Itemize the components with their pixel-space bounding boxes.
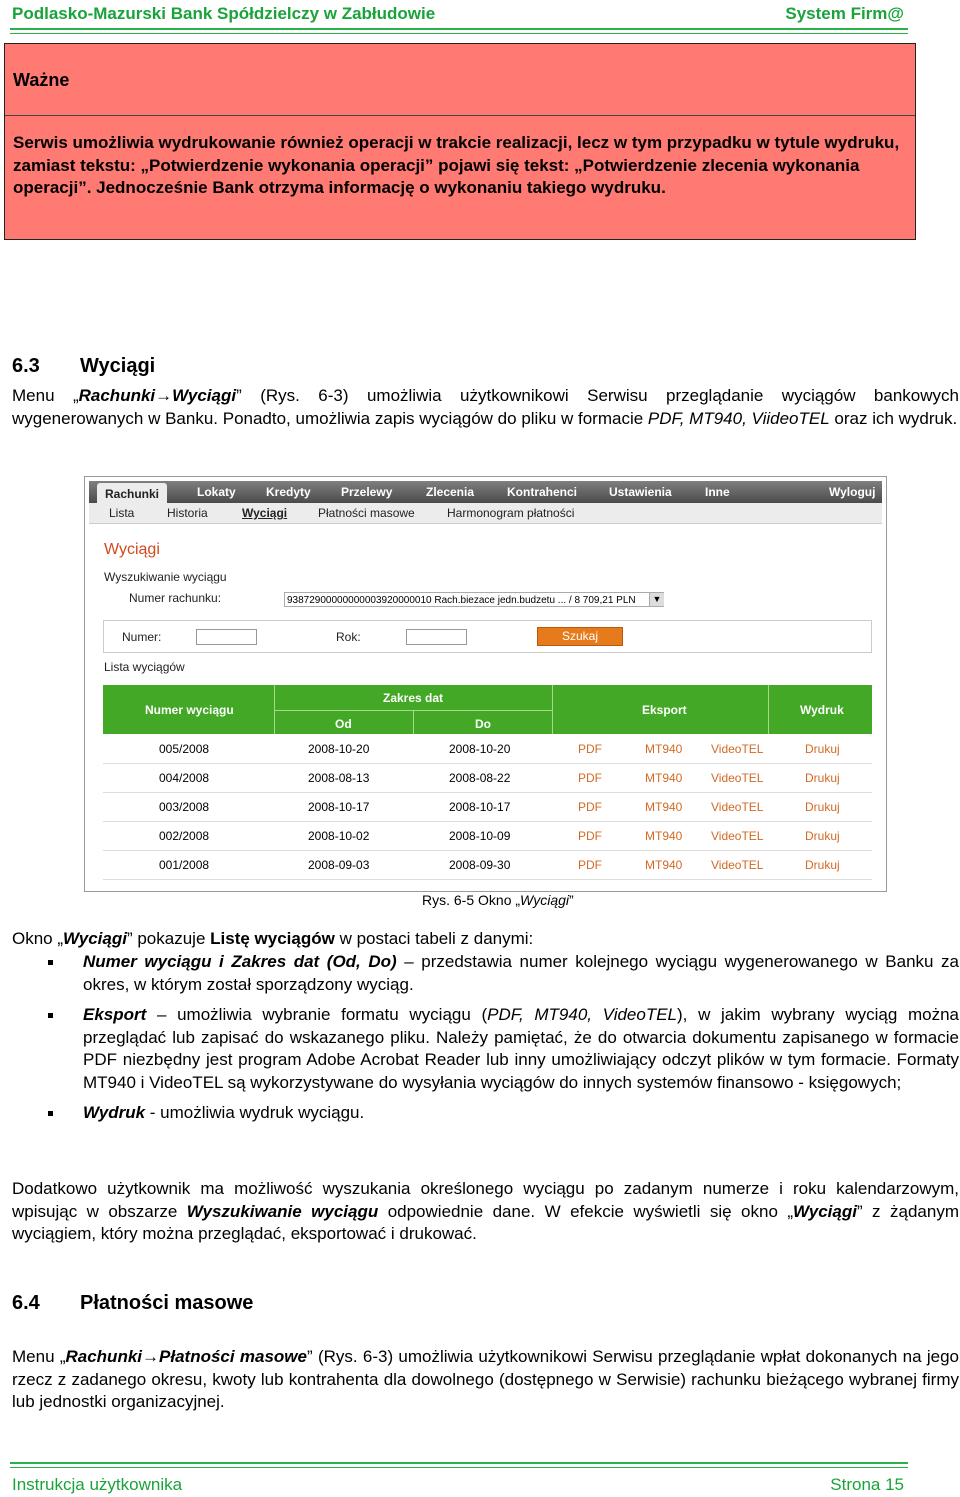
- list-section-title: Lista wyciągów: [104, 660, 185, 674]
- menu-rachunki: Rachunki: [65, 1347, 143, 1366]
- search-section-title: Wyszukiwanie wyciągu: [104, 570, 227, 584]
- footer-rule-thin: [10, 1467, 908, 1468]
- text-run: Rys. 6-5 Okno „: [422, 892, 521, 908]
- important-divider: [5, 115, 915, 116]
- item-text: - umożliwia wydruk wyciągu.: [145, 1103, 365, 1122]
- col-od: Od: [335, 717, 352, 731]
- row-num: 002/2008: [159, 829, 210, 843]
- col-zakres: Zakres dat: [383, 691, 444, 705]
- col-wydruk: Wydruk: [800, 703, 844, 717]
- search-bar: [103, 620, 872, 653]
- section-6-3-paragraph: [12, 385, 959, 430]
- text-run: oraz ich wydruk.: [829, 408, 958, 428]
- col-eksport: Eksport: [642, 703, 687, 717]
- okno-title: Wyciągi: [63, 929, 127, 948]
- screen-title: Wyciągi: [104, 541, 160, 558]
- footer-rule: [10, 1462, 908, 1464]
- row-dr-link[interactable]: Drukuj: [805, 742, 840, 756]
- menu-wyciagi: Wyciągi: [172, 386, 237, 405]
- item-term: Wydruk: [83, 1103, 146, 1122]
- table-row: [103, 734, 872, 764]
- text-run: ” z żądanym wyciągiem, który można przeglądać, eksportować i drukować.: [12, 1201, 959, 1243]
- row-to: 2008-10-17: [449, 800, 511, 814]
- row-vt-link[interactable]: VideoTEL: [711, 742, 764, 756]
- number-label: Numer:: [122, 630, 162, 644]
- list-item: [12, 1102, 959, 1125]
- row-pdf-link[interactable]: PDF: [578, 858, 602, 872]
- section-title: Płatności masowe: [80, 1292, 254, 1314]
- item-term: Numer wyciągu i Zakres dat (Od, Do): [83, 952, 397, 971]
- row-mt-link[interactable]: MT940: [645, 829, 683, 843]
- row-from: 2008-08-13: [308, 771, 370, 785]
- table-row: [103, 821, 872, 851]
- row-to: 2008-10-20: [449, 742, 511, 756]
- row-vt-link[interactable]: VideoTEL: [711, 858, 764, 872]
- row-from: 2008-10-20: [308, 742, 370, 756]
- subtab-historia[interactable]: Historia: [167, 506, 208, 520]
- caption-title: Wyciągi: [520, 892, 570, 908]
- text-run: ”: [569, 892, 574, 908]
- subtab-harmonogram[interactable]: Harmonogram płatności: [447, 506, 575, 520]
- main-nav: [89, 481, 882, 503]
- header-divider: [274, 710, 552, 711]
- text-run: Okno „: [12, 929, 64, 948]
- okno-paragraph: [12, 928, 959, 951]
- tab-lokaty[interactable]: Lokaty: [197, 485, 236, 499]
- header-rule: [10, 28, 908, 30]
- row-dr-link[interactable]: Drukuj: [805, 858, 840, 872]
- account-select[interactable]: 93872900000000003920000010 Rach.biezace jedn.budzetu ... / 8 709,21 PLN: [284, 592, 664, 607]
- section-6-3-heading: [12, 355, 155, 378]
- tab-kredyty[interactable]: Kredyty: [266, 485, 311, 499]
- col-divider: [768, 685, 769, 734]
- tab-przelewy[interactable]: Przelewy: [341, 485, 393, 499]
- window-name: Wyciągi: [793, 1201, 857, 1221]
- row-pdf-link[interactable]: PDF: [578, 771, 602, 785]
- item-term: Eksport: [83, 1005, 147, 1024]
- row-num: 004/2008: [159, 771, 210, 785]
- text-run: Menu „: [12, 1347, 66, 1366]
- tab-zlecenia[interactable]: Zlecenia: [426, 485, 475, 499]
- col-numer: Numer wyciągu: [145, 703, 234, 717]
- footer-left: Instrukcja użytkownika: [12, 1475, 183, 1494]
- formats: PDF, MT940, ViideoTEL: [647, 408, 830, 428]
- section-6-4-paragraph: [12, 1346, 959, 1414]
- text-run: ” (Rys. 6-3) umożliwia użytkownikowi Serwisu przeglądanie wpłat dokonanych na jego rzecz z zadanego okresu, kwoty lub kontrahenta dla dowolnego (dostępnego w Serwisie) rachunku bieżącego wybranej firmy lub jednostki organizacyjnej.: [12, 1347, 959, 1411]
- text-run: Dodatkowo użytkownik ma możliwość wyszukania określonego wyciągu po zadanym numerze i roku kalendarzowym, wpisując w obszarze: [12, 1179, 959, 1221]
- list-item: [12, 951, 959, 996]
- section-number: 6.4: [12, 1292, 40, 1314]
- subtab-lista[interactable]: Lista: [109, 506, 135, 520]
- row-dr-link[interactable]: Drukuj: [805, 771, 840, 785]
- item-text: ), w jakim wybrany wyciąg można przeglądać lub zapisać do wskazanego pliku. Należy pamiętać, że do otwarcia dokumentu zapisanego w formacie PDF niezbędny jest program Adobe Acrobat Reader lub inny umożliwiający odczyt plików w tym formacie. Formaty MT940 i VideoTEL są wykorzystywane do wysyłania wyciągów do innych systemów finansowo - księgowych;: [83, 1005, 959, 1092]
- row-pdf-link[interactable]: PDF: [578, 829, 602, 843]
- row-to: 2008-09-30: [449, 858, 511, 872]
- text-run: odpowiednie dane. W efekcie wyświetli się okno „: [378, 1201, 794, 1221]
- lista-wyciagow: Listę wyciągów: [210, 929, 335, 948]
- menu-platnosci: Płatności masowe: [159, 1347, 307, 1366]
- section-number: 6.3: [12, 355, 40, 377]
- row-num: 003/2008: [159, 800, 210, 814]
- row-dr-link[interactable]: Drukuj: [805, 800, 840, 814]
- table-header: [103, 685, 872, 734]
- row-to: 2008-08-22: [449, 771, 511, 785]
- page-footer: [12, 1475, 904, 1495]
- row-num: 001/2008: [159, 858, 210, 872]
- statements-table: [103, 685, 872, 892]
- important-title: Ważne: [13, 70, 70, 90]
- row-dr-link[interactable]: Drukuj: [805, 829, 840, 843]
- row-to: 2008-10-09: [449, 829, 511, 843]
- item-text: – przedstawia numer kolejnego wyciągu wygenerowanego w Banku za okres, w którym został sporządzony wyciąg.: [83, 952, 959, 994]
- tab-rachunki[interactable]: Rachunki: [97, 483, 167, 503]
- item-text: – umożliwia wybranie formatu wyciągu (: [146, 1005, 488, 1024]
- bullet-icon: [48, 960, 53, 965]
- important-note-box: [4, 43, 916, 240]
- col-divider: [552, 685, 553, 734]
- row-from: 2008-10-17: [308, 800, 370, 814]
- header-rule-thin: [10, 33, 908, 34]
- row-mt-link[interactable]: MT940: [645, 742, 683, 756]
- col-divider: [413, 710, 414, 734]
- subtab-platnosci[interactable]: Płatności masowe: [318, 506, 415, 520]
- tab-ustawienia[interactable]: Ustawienia: [609, 485, 672, 499]
- tab-kontrahenci[interactable]: Kontrahenci: [507, 485, 578, 499]
- col-do: Do: [475, 717, 491, 731]
- bullet-icon: [48, 1111, 53, 1116]
- row-pdf-link[interactable]: PDF: [578, 742, 602, 756]
- important-text: Serwis umożliwia wydrukowanie również operacji w trakcie realizacji, lecz w tym przypadku w tytule wydruku, zamiast tekstu: „Potwierdzenie wykonania operacji” pojawi się tekst: „Potwierdzenie zlecenia wykonania operacji”. Jednocześnie Bank otrzyma informację o wykonaniu takiego wydruku.: [13, 133, 900, 197]
- text-run: ” (Rys. 6-3) umożliwia użytkownikowi Serwisu przeglądanie wyciągów bankowych wygenerowanych w Banku. Ponadto, umożliwia zapis wyciągów do pliku w formacie: [12, 386, 959, 428]
- row-mt-link[interactable]: MT940: [645, 771, 683, 785]
- arrow: →: [142, 1347, 160, 1366]
- list-item: [12, 1004, 959, 1094]
- search-area-name: Wyszukiwanie wyciągu: [186, 1201, 379, 1221]
- text-run: w postaci tabeli z danymi:: [334, 929, 534, 948]
- wyciagi-screenshot: [84, 476, 887, 892]
- bullet-icon: [48, 1013, 53, 1018]
- subtab-wyciagi[interactable]: Wyciągi: [242, 506, 288, 520]
- row-vt-link[interactable]: VideoTEL: [711, 771, 764, 785]
- year-label: Rok:: [336, 630, 361, 644]
- text-run: ” pokazuje: [126, 929, 211, 948]
- row-mt-link[interactable]: MT940: [645, 800, 683, 814]
- section-6-4-heading: [12, 1292, 253, 1315]
- row-from: 2008-09-03: [308, 858, 370, 872]
- page-number: Strona 15: [830, 1475, 904, 1494]
- item-formats: PDF, MT940, VideoTEL: [487, 1005, 678, 1024]
- row-num: 005/2008: [159, 742, 210, 756]
- account-label: Numer rachunku:: [129, 591, 222, 605]
- row-mt-link[interactable]: MT940: [645, 858, 683, 872]
- search-button[interactable]: Szukaj: [537, 627, 623, 646]
- figure-caption: [422, 892, 574, 908]
- tab-inne[interactable]: Inne: [705, 485, 730, 499]
- sub-nav: [89, 503, 882, 524]
- chevron-down-icon[interactable]: ▼: [649, 593, 664, 606]
- table-row: [103, 850, 872, 880]
- row-pdf-link[interactable]: PDF: [578, 800, 602, 814]
- menu-rachunki: Rachunki: [78, 386, 156, 405]
- system-name: System Firm@: [785, 4, 904, 23]
- row-from: 2008-10-02: [308, 829, 370, 843]
- bank-name: Podlasko-Mazurski Bank Spółdzielczy w Zabłudowie: [12, 4, 436, 23]
- logout-link[interactable]: Wyloguj: [829, 485, 876, 499]
- arrow: →: [155, 386, 173, 405]
- table-row: [103, 763, 872, 793]
- table-row: [103, 792, 872, 822]
- text-run: Menu „: [12, 386, 79, 405]
- section-title: Wyciągi: [80, 355, 156, 377]
- number-input[interactable]: [196, 629, 257, 645]
- row-vt-link[interactable]: VideoTEL: [711, 800, 764, 814]
- row-vt-link[interactable]: VideoTEL: [711, 829, 764, 843]
- dodatkowo-paragraph: [12, 1178, 959, 1246]
- feature-list: [12, 951, 959, 1125]
- year-input[interactable]: [406, 629, 467, 645]
- page-header: [12, 2, 904, 24]
